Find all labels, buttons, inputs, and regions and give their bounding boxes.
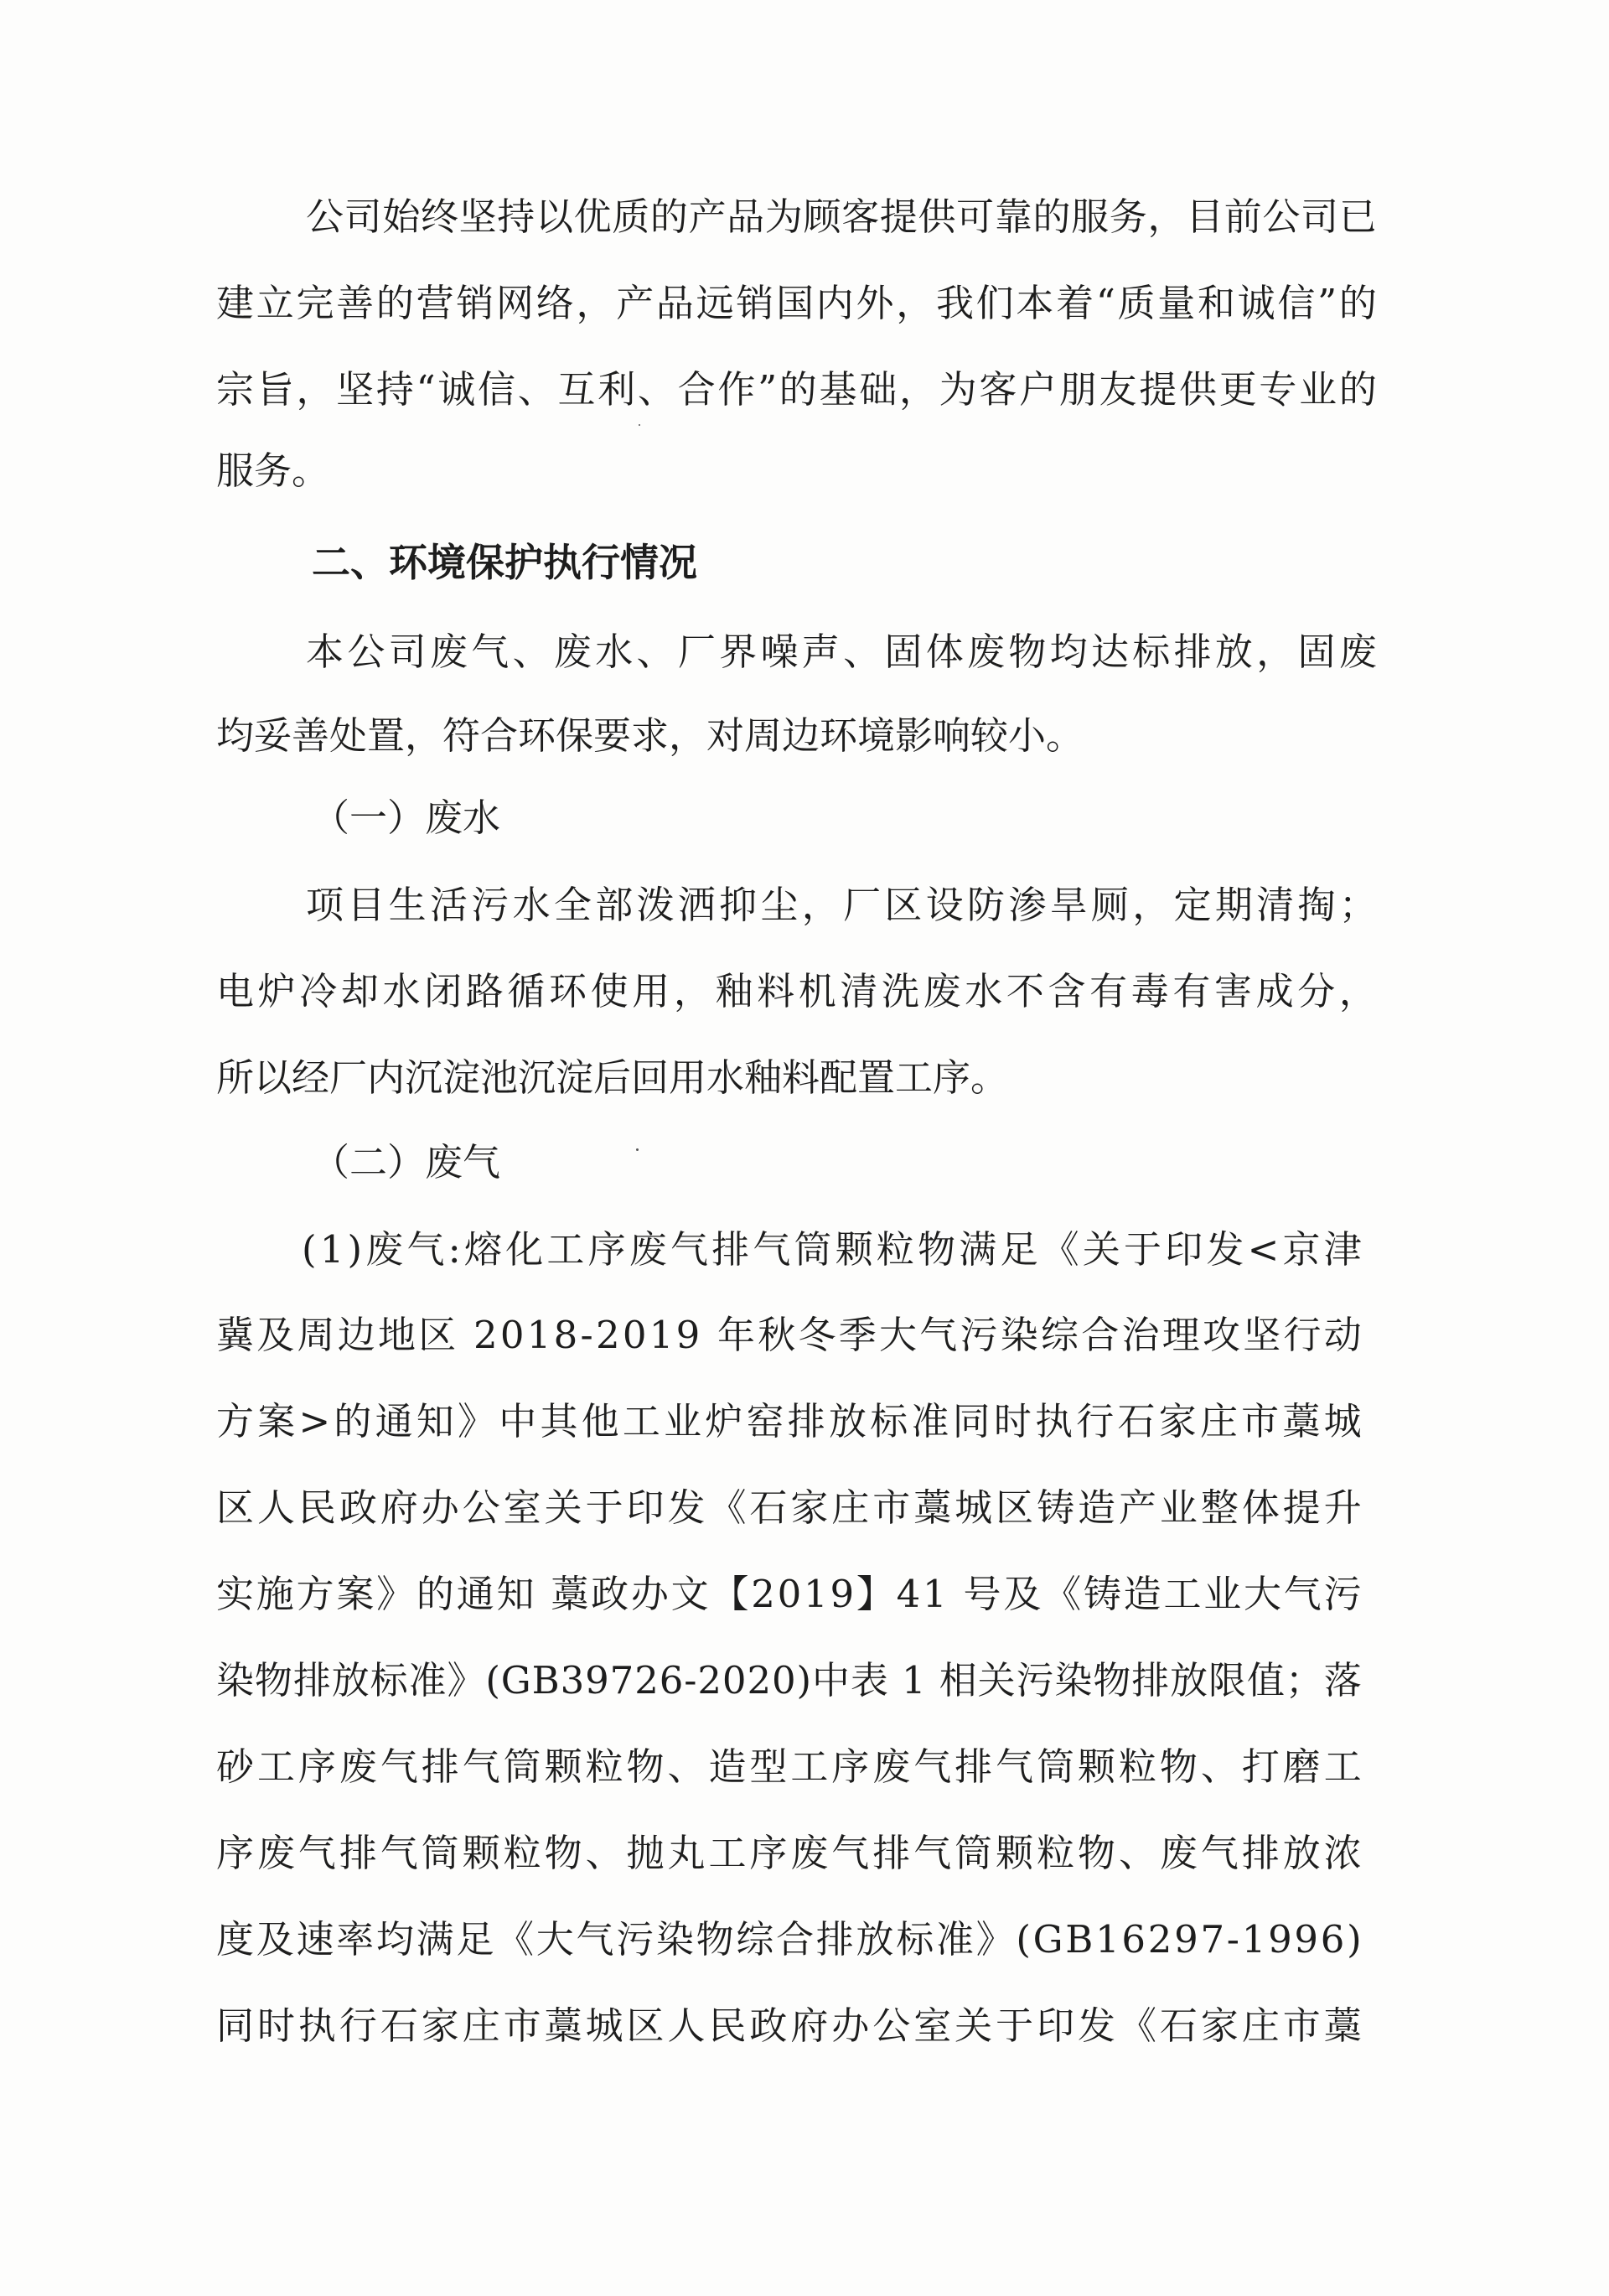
wastewater-line-1: 项 目 生 活 污 水 全 部 泼 洒 抑 尘 ， 厂 区 设 防 渗 旱 厕 ， 定 期 清 掏 ；: [306, 883, 1377, 927]
waste-gas-line-2: 冀 及 周 边 地 区 2 0 1 8 - 2 0 1 9 年 秋 冬 季 大 气 污 染 综 合 治 理 攻 坚 行 动: [216, 1313, 1362, 1357]
waste-gas-line-8: 序 废 气 排 气 筒 颗 粒 物 、 抛 丸 工 序 废 气 排 气 筒 颗 粒 物 、 废 气 排 放 浓: [216, 1831, 1362, 1875]
section-heading: 二、环境保护执行情况: [312, 540, 697, 585]
waste-gas-line-5: 实 施 方 案 》 的 通 知 藁 政 办 文 【 2 0 1 9 】 4 1 号 及 《 铸 造 工 业 大 气 污: [216, 1572, 1362, 1616]
waste-gas-line-10: 同 时 执 行 石 家 庄 市 藁 城 区 人 民 政 府 办 公 室 关 于 印 发 《 石 家 庄 市 藁: [216, 2003, 1362, 2048]
intro-line-2: 建 立 完 善 的 营 销 网 络 ， 产 品 远 销 国 内 外 ， 我 们 本 着 “ 质 量 和 诚 信 ” 的: [216, 281, 1377, 325]
intro-line-4: 服务。: [216, 448, 330, 493]
waste-gas-line-6: 染 物 排 放 标 准 》 ( G B 3 9 7 2 6 - 2 0 2 0 ) 中 表 1 相 关 污 染 物 排 放 限 值 ； 落: [216, 1658, 1362, 1703]
scan-speck: [636, 1148, 639, 1151]
waste-gas-line-7: 砂 工 序 废 气 排 气 筒 颗 粒 物 、 造 型 工 序 废 气 排 气 筒 颗 粒 物 、 打 磨 工: [216, 1744, 1362, 1789]
waste-gas-line-1: ( 1 ) 废 气 : 熔 化 工 序 废 气 排 气 筒 颗 粒 物 满 足 《 关 于 印 发 < 京 津: [302, 1227, 1362, 1272]
section-two-line-1: 本 公 司 废 气 、 废 水 、 厂 界 噪 声 、 固 体 废 物 均 达 标 排 放 ， 固 废: [306, 630, 1377, 674]
waste-gas-line-3: 方 案 > 的 通 知 》 中 其 他 工 业 炉 窑 排 放 标 准 同 时 执 行 石 家 庄 市 藁 城: [216, 1399, 1362, 1443]
intro-line-3: 宗 旨 ， 坚 持 “ 诚 信 、 互 利 、 合 作 ” 的 基 础 ， 为 客 户 朋 友 提 供 更 专 业 的: [216, 367, 1377, 412]
wastewater-title: （一）废水: [312, 796, 501, 840]
scan-speck: [639, 424, 640, 426]
intro-line-1: 公 司 始 终 坚 持 以 优 质 的 产 品 为 顾 客 提 供 可 靠 的 服 务 ， 目 前 公 司 已: [306, 194, 1377, 239]
wastewater-line-3: 所以经厂内沉淀池沉淀后回用水釉料配置工序。: [216, 1055, 1009, 1100]
waste-gas-line-4: 区 人 民 政 府 办 公 室 关 于 印 发 《 石 家 庄 市 藁 城 区 铸 造 产 业 整 体 提 升: [216, 1485, 1362, 1530]
wastewater-line-2: 电 炉 冷 却 水 闭 路 循 环 使 用 ， 釉 料 机 清 洗 废 水 不 含 有 毒 有 害 成 分 ，: [216, 969, 1377, 1013]
waste-gas-line-9: 度 及 速 率 均 满 足 《 大 气 污 染 物 综 合 排 放 标 准 》 ( G B 1 6 2 9 7 - 1 9 9 6 ): [216, 1917, 1362, 1962]
section-two-line-2: 均妥善处置，符合环保要求，对周边环境影响较小。: [216, 713, 1084, 758]
waste-gas-title: （二）废气: [312, 1140, 501, 1184]
